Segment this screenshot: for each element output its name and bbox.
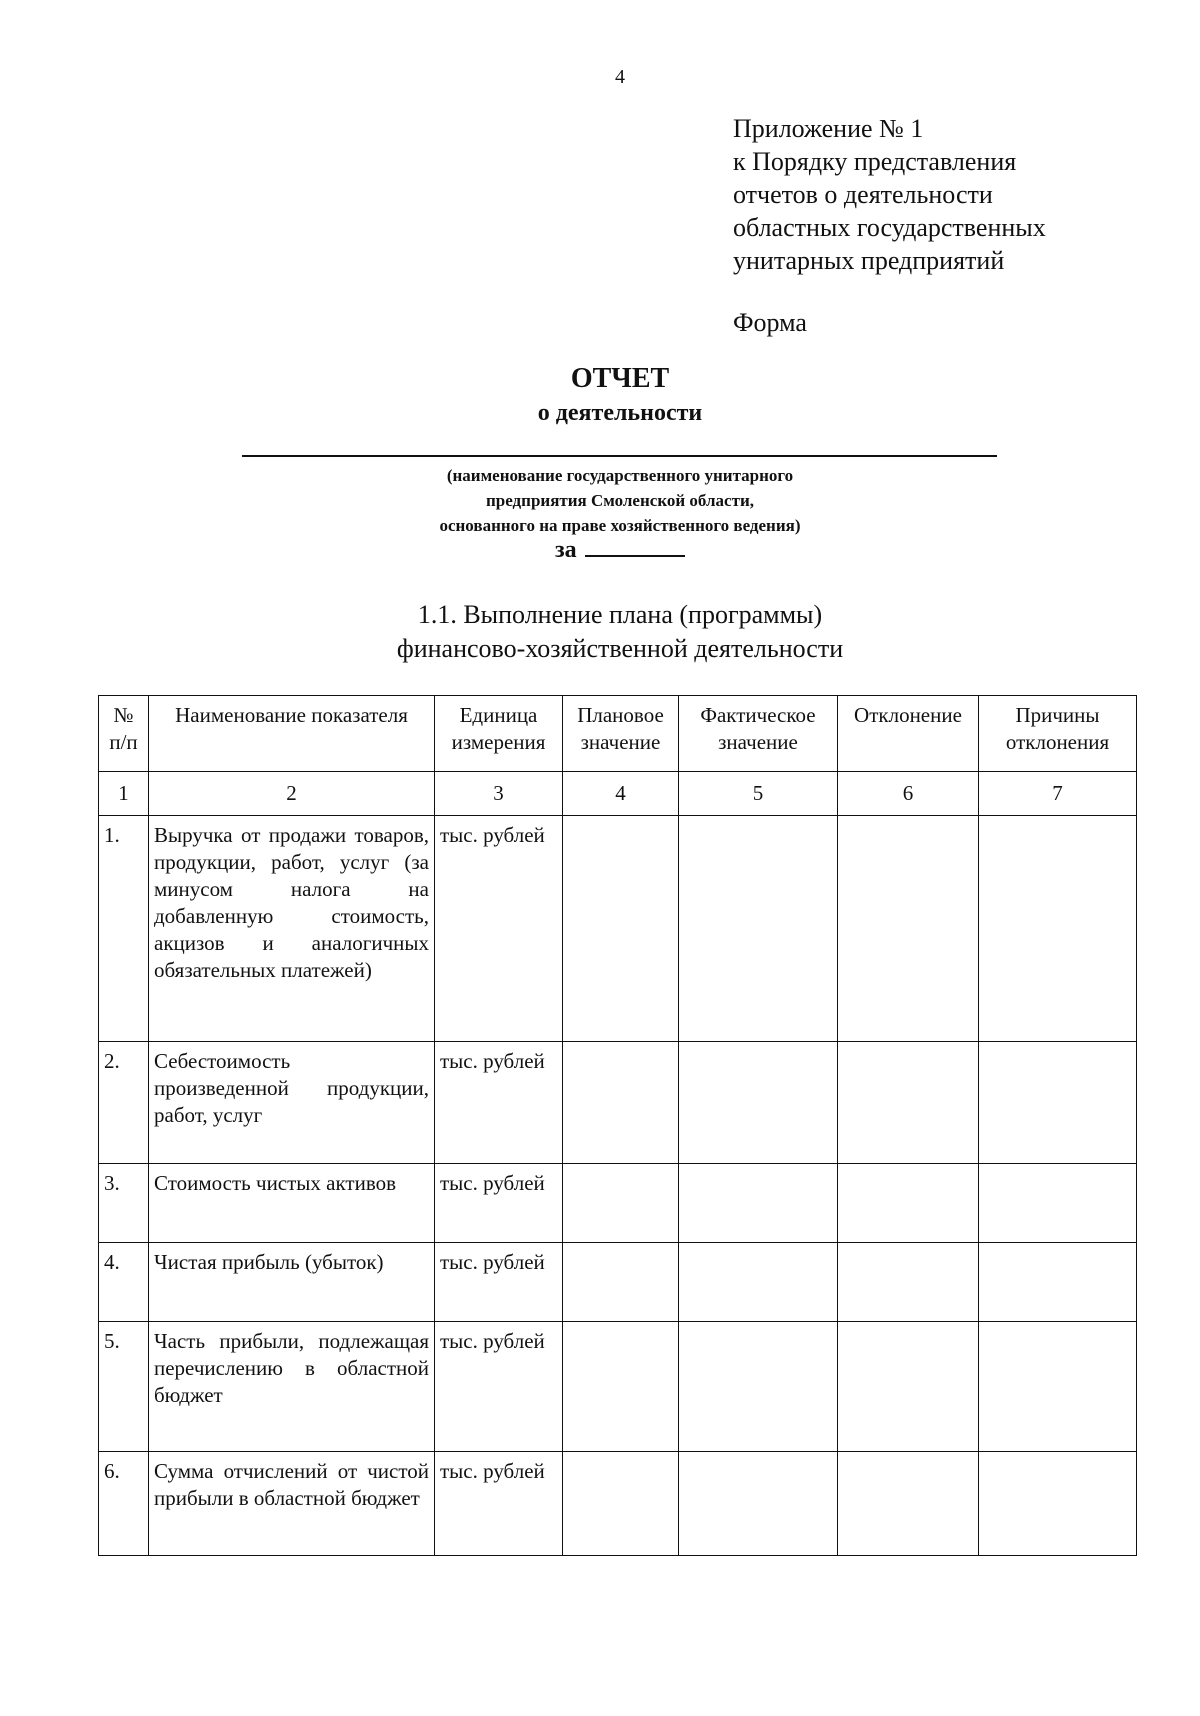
row-actual-cell[interactable] xyxy=(679,1164,838,1243)
header-indicator: Наименование показателя xyxy=(149,696,435,772)
column-number: 1 xyxy=(99,772,149,816)
column-number: 6 xyxy=(838,772,979,816)
header-plan: Плановое значение xyxy=(563,696,679,772)
header-reasons: Причины отклонения xyxy=(979,696,1137,772)
row-number: 4. xyxy=(99,1243,149,1322)
row-deviation-cell[interactable] xyxy=(838,1164,979,1243)
header-deviation: Отклонение xyxy=(838,696,979,772)
row-reasons-cell[interactable] xyxy=(979,816,1137,1042)
row-actual-cell[interactable] xyxy=(679,1322,838,1452)
annex-line: к Порядку представления xyxy=(733,147,1017,176)
enterprise-name-line[interactable] xyxy=(242,455,997,457)
table-row xyxy=(99,1042,1137,1164)
enterprise-name-caption xyxy=(330,463,910,538)
annex-line: унитарных предприятий xyxy=(733,246,1005,275)
row-deviation-cell[interactable] xyxy=(838,1243,979,1322)
row-unit: тыс. рублей xyxy=(435,1164,563,1243)
row-deviation-cell[interactable] xyxy=(838,816,979,1042)
period-label: за xyxy=(555,537,577,563)
row-deviation-cell[interactable] xyxy=(838,1452,979,1556)
table-row xyxy=(99,1452,1137,1556)
column-number: 2 xyxy=(149,772,435,816)
header-num: № п/п xyxy=(99,696,149,772)
row-unit: тыс. рублей xyxy=(435,1042,563,1164)
column-number: 7 xyxy=(979,772,1137,816)
row-indicator: Выручка от продажи товаров, продукции, работ, услуг (за минусом налога на добавленную стоимость, акцизов и аналогичных обязательных платежей) xyxy=(149,816,435,1042)
row-unit: тыс. рублей xyxy=(435,816,563,1042)
annex-line: Приложение № 1 xyxy=(733,114,924,143)
row-plan-cell[interactable] xyxy=(563,1164,679,1243)
header-unit: Единица измерения xyxy=(435,696,563,772)
row-reasons-cell[interactable] xyxy=(979,1452,1137,1556)
row-plan-cell[interactable] xyxy=(563,1243,679,1322)
row-plan-cell[interactable] xyxy=(563,1042,679,1164)
period-field xyxy=(555,535,685,564)
row-number: 2. xyxy=(99,1042,149,1164)
report-title: ОТЧЕТ xyxy=(570,363,670,394)
row-reasons-cell[interactable] xyxy=(979,1243,1137,1322)
row-indicator: Сумма отчислений от чистой прибыли в областной бюджет xyxy=(149,1452,435,1556)
row-number: 6. xyxy=(99,1452,149,1556)
row-deviation-cell[interactable] xyxy=(838,1322,979,1452)
row-unit: тыс. рублей xyxy=(435,1243,563,1322)
caption-line: предприятия Смоленской области, xyxy=(485,491,754,510)
row-deviation-cell[interactable] xyxy=(838,1042,979,1164)
table-row xyxy=(99,1243,1137,1322)
row-reasons-cell[interactable] xyxy=(979,1164,1137,1243)
row-plan-cell[interactable] xyxy=(563,816,679,1042)
annex-line: областных государственных xyxy=(733,213,1046,242)
table-row xyxy=(99,816,1137,1042)
column-number: 4 xyxy=(563,772,679,816)
caption-line: основанного на праве хозяйственного ведения) xyxy=(439,516,801,535)
section-title xyxy=(0,598,1200,666)
annex-block xyxy=(733,112,1046,277)
row-actual-cell[interactable] xyxy=(679,1452,838,1556)
column-number-row xyxy=(99,772,1137,816)
row-number: 1. xyxy=(99,816,149,1042)
annex-line: отчетов о деятельности xyxy=(733,180,993,209)
section-title-line: финансово-хозяйственной деятельности xyxy=(396,634,844,663)
row-unit: тыс. рублей xyxy=(435,1322,563,1452)
section-title-line: 1.1. Выполнение плана (программы) xyxy=(417,600,823,629)
report-subtitle: о деятельности xyxy=(537,400,703,426)
row-number: 3. xyxy=(99,1164,149,1243)
row-indicator: Часть прибыли, подлежащая перечислению в областной бюджет xyxy=(149,1322,435,1452)
header-actual: Фактическое значение xyxy=(679,696,838,772)
table-header-row xyxy=(99,696,1137,772)
report-table xyxy=(98,695,1137,1556)
column-number: 3 xyxy=(435,772,563,816)
row-number: 5. xyxy=(99,1322,149,1452)
row-indicator: Чистая прибыль (убыток) xyxy=(149,1243,435,1322)
table-row xyxy=(99,1322,1137,1452)
column-number: 5 xyxy=(679,772,838,816)
caption-line: (наименование государственного унитарного xyxy=(446,466,794,485)
row-actual-cell[interactable] xyxy=(679,1042,838,1164)
row-unit: тыс. рублей xyxy=(435,1452,563,1556)
period-blank[interactable] xyxy=(585,535,685,557)
row-actual-cell[interactable] xyxy=(679,816,838,1042)
row-actual-cell[interactable] xyxy=(679,1243,838,1322)
row-reasons-cell[interactable] xyxy=(979,1042,1137,1164)
table-row xyxy=(99,1164,1137,1243)
row-plan-cell[interactable] xyxy=(563,1322,679,1452)
row-indicator: Себестоимость произведенной продукции, работ, услуг xyxy=(149,1042,435,1164)
page-number: 4 xyxy=(615,66,625,88)
row-plan-cell[interactable] xyxy=(563,1452,679,1556)
form-label: Форма xyxy=(733,308,807,337)
row-reasons-cell[interactable] xyxy=(979,1322,1137,1452)
row-indicator: Стоимость чистых активов xyxy=(149,1164,435,1243)
